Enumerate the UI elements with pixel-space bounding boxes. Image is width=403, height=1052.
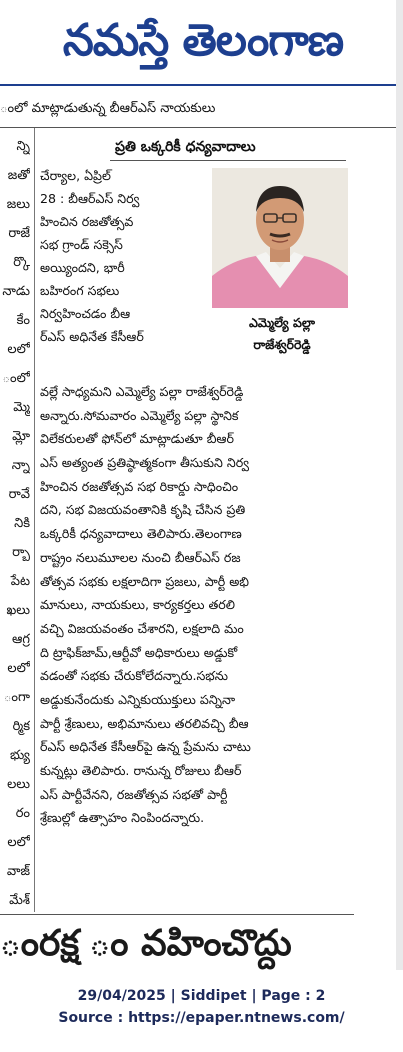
article-text-line: వల్లే సాధ్యమని ఎమ్మెల్యే పల్లా రాజేశ్వర్‌రెడ్డి <box>40 384 244 399</box>
article-text-line: ఎస్ పార్టీవేనని, రజతోత్సవ సభతో పార్టీ <box>40 786 228 802</box>
left-column-text-line: ఖలు <box>6 603 30 618</box>
clipping-footer <box>0 985 403 1029</box>
left-column-text-line: మ్మె <box>13 400 30 415</box>
article-text-line: వచ్చి విజయవంతం చేశారని, లక్షలాది మం <box>40 620 244 636</box>
page-edge-strip <box>396 0 403 970</box>
article-body-narrow <box>40 164 208 348</box>
left-column-text-line: రం <box>15 806 30 821</box>
next-article-headline: ంరక్ష ం వహించొద్దు <box>0 923 292 964</box>
article-text-line: ఒక్కరికీ ధన్యవాదాలు తెలిపారు.తెలంగాణ <box>40 526 242 542</box>
left-column-text-line: రావే <box>8 487 30 502</box>
photo-kicker-caption: ంలో మాట్లాడుతున్న బీఆర్ఎస్ నాయకులు <box>0 101 216 116</box>
left-column-text-line: ర్కొ <box>13 255 30 270</box>
article-text-line: ర్ఎస్ అధినేత కేసీఆర్‌పై ఉన్న ప్రేమను చాటు <box>40 739 251 755</box>
newspaper-title: నమస్తే తెలంగాణ <box>62 15 344 66</box>
article-text-line: పార్టీ శ్రేణులు, అభిమానులు తరలివచ్చి బీఆ <box>40 715 249 731</box>
article-text-line: అన్నారు.సోమవారం ఎమ్మెల్యే పల్లా స్థానిక <box>40 407 239 423</box>
article-text-line: హించిన రజతోత్సవ <box>40 214 134 229</box>
left-column-text-line: లలు <box>7 777 30 792</box>
left-column-text-line: భ్యు <box>9 748 30 763</box>
portrait-illustration <box>212 168 348 308</box>
left-column-text-line: రాజే <box>8 226 30 241</box>
left-column-text-line: లలో <box>7 835 30 850</box>
article-text-line: వడంతో సభకు చేరుకోలేదన్నారు.సభను <box>40 668 228 684</box>
photo-caption <box>212 312 352 362</box>
left-column-text-line: ర్మిక <box>12 719 30 734</box>
subheading-divider <box>110 160 346 161</box>
kicker-divider <box>0 127 396 128</box>
masthead <box>0 0 403 82</box>
article-text-line: ఎస్ అత్యంత ప్రతిష్ఠాత్మకంగా తీసుకుని నిర్వ <box>40 455 249 471</box>
left-column-fragment <box>0 132 30 912</box>
left-column-text-line: ంలో <box>2 371 30 386</box>
masthead-divider <box>0 84 396 86</box>
left-column-text-line: ర్బా <box>12 545 30 560</box>
article-text-line: శ్రేణుల్లో ఉత్సాహం నింపిందన్నారు. <box>40 810 205 826</box>
left-column-text-line: నికి <box>14 516 30 531</box>
article-text-line: సభ గ్రాండ్ సక్సెస్ <box>40 237 123 252</box>
article-body-wide <box>40 380 352 830</box>
left-column-text-line: జతో <box>7 168 30 183</box>
left-column-text-line: ంగా <box>3 690 30 705</box>
article-subheading: ప్రతి ఒక్కరికీ ధన్యవాదాలు <box>115 139 256 155</box>
article-text-line: అయ్యిందని, భారీ <box>40 260 125 275</box>
left-column-text-line: లలో <box>7 342 30 357</box>
left-column-text-line: జలు <box>6 197 30 212</box>
left-column-text-line: పేట <box>10 574 30 589</box>
column-divider <box>34 128 35 912</box>
article-text-line: నిర్వహించడం బీఆ <box>40 306 131 321</box>
left-column-text-line: మ్లో <box>12 429 30 444</box>
left-column-text-line: ఆగ్ర <box>12 632 30 647</box>
article-text-line: బహిరంగ సభలు <box>40 283 120 298</box>
left-column-text-line: న్ని <box>16 139 30 154</box>
article-text-line: మానులు, నాయకులు, కార్యకర్తలు తరలి <box>40 597 235 613</box>
left-column-text-line: మేశ్ <box>9 893 30 908</box>
article-text-line: విలేకరులతో ఫోన్‌లో మాట్లాడుతూ బీఆర్ <box>40 431 234 447</box>
article-text-line: ది ట్రాఫిక్‌జామ్,ఆర్టీవో అధికారులు అడ్డుకో <box>40 644 238 660</box>
left-column-text-line: కేం <box>16 313 30 328</box>
article-text-line: చేర్యాల, ఏప్రిల్ <box>40 168 111 183</box>
left-column-text-line: న్నా <box>11 458 30 473</box>
date-edition-page: 29/04/2025 | Siddipet | Page : 2 <box>77 988 326 1004</box>
article-text-line: అడ్డుకునేందుకు ఎన్నికుయుక్తులు పన్నినా <box>40 691 236 707</box>
article-text-line: కున్నట్లు తెలిపారు. రానున్న రోజులు బీఆర్ <box>40 763 242 778</box>
source-link[interactable]: Source : https://epaper.ntnews.com/ <box>58 1010 345 1026</box>
article-text-line: తోత్సవ సభకు లక్షలాదిగా ప్రజలు, పార్టీ అభి <box>40 573 250 589</box>
left-column-text-line: వాజ్ <box>6 864 30 879</box>
left-column-text-line: నాడు <box>2 284 30 299</box>
left-column-text-line: లలో <box>7 661 30 676</box>
article-text-line: దని, సభ విజయవంతానికి కృషి చేసిన ప్రతి <box>40 502 246 518</box>
article-text-line: రాష్ట్రం నలుమూలల నుంచి బీఆర్ఎస్ రజ <box>40 549 241 565</box>
bottom-divider <box>0 914 354 915</box>
caption-line: ఎమ్మెల్యే పల్లా <box>249 315 315 330</box>
caption-line: రాజేశ్వర్‌రెడ్డి <box>253 337 311 352</box>
article-text-line: హించిన రజతోత్సవ సభ రికార్డు సాధించిం <box>40 478 239 494</box>
mla-portrait-photo <box>212 168 348 308</box>
article-text-line: ర్ఎస్ అధినేత కేసీఆర్ <box>40 329 144 344</box>
article-text-line: 28 : బీఆర్ఎస్ నిర్వ <box>40 191 140 206</box>
